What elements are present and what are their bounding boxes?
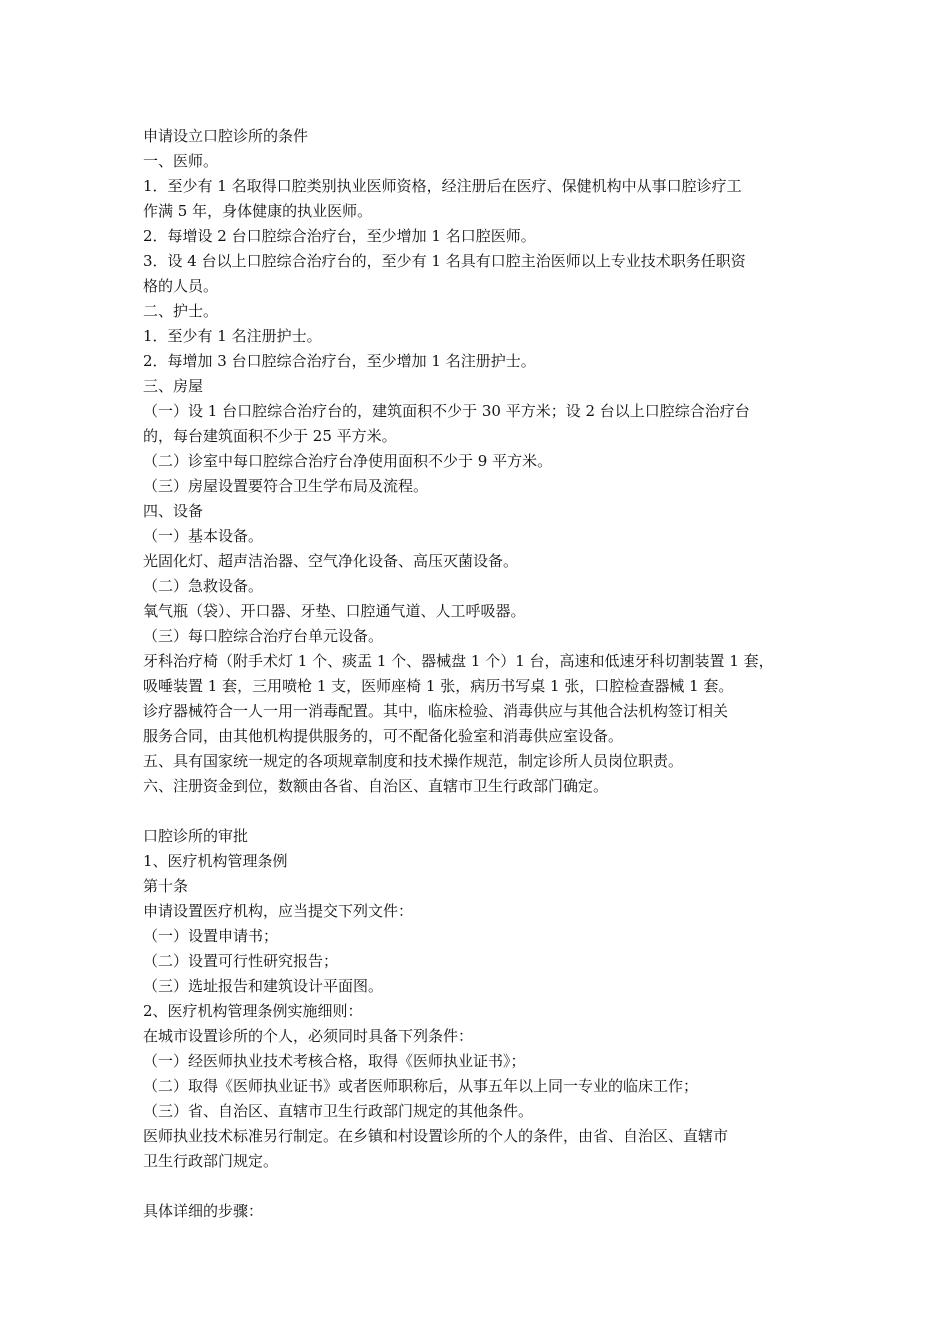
text-line: 一、医师。 [143,152,219,170]
text-line: 1．至少有 1 名注册护士。 [143,327,322,345]
text-line: 2．每增加 3 台口腔综合治疗台，至少增加 1 名注册护士。 [143,352,536,370]
text-line: 1．至少有 1 名取得口腔类别执业医师资格，经注册后在医疗、保健机构中从事口腔诊疗工 [143,177,742,195]
text-line: 三、房屋 [143,377,204,395]
blank-line [143,799,823,824]
text-line: 二、护士。 [143,302,219,320]
text-line: 五、具有国家统一规定的各项规章制度和技术操作规范，制定诊所人员岗位职责。 [143,752,684,770]
text-line: （一）设 1 台口腔综合治疗台的，建筑面积不少于 30 平方米；设 2 台以上口腔综合治疗台 [143,402,750,420]
text-line: 2．每增设 2 台口腔综合治疗台，至少增加 1 名口腔医师。 [143,227,536,245]
text-line: 氧气瓶（袋）、开口器、牙垫、口腔通气道、人工呼吸器。 [143,602,526,620]
text-line: （一）经医师执业技术考核合格，取得《医师执业证书》； [143,1052,526,1070]
text-line: 1、医疗机构管理条例 [143,852,288,870]
text-line: （二）设置可行性研究报告； [143,952,339,970]
text-line: （三）选址报告和建筑设计平面图。 [143,977,384,995]
text-line: 申请设置医疗机构，应当提交下列文件： [143,902,414,920]
text-line: 牙科治疗椅（附手术灯 1 个、痰盂 1 个、器械盘 1 个）1 台，高速和低速牙科切割装置 1 套， [143,652,774,670]
text-line: 格的人员。 [143,277,219,295]
text-line: 的，每台建筑面积不少于 25 平方米。 [143,427,397,445]
text-line: 口腔诊所的审批 [143,827,249,845]
text-line: 服务合同，由其他机构提供服务的，可不配备化验室和消毒供应室设备。 [143,727,624,745]
text-line: 吸唾装置 1 套，三用喷枪 1 支，医师座椅 1 张，病历书写桌 1 张，口腔检查器械 1 套。 [143,677,734,695]
text-line: 光固化灯、超声洁治器、空气净化设备、高压灭菌设备。 [143,552,519,570]
text-line: （三）房屋设置要符合卫生学布局及流程。 [143,477,429,495]
text-line: 卫生行政部门规定。 [143,1152,279,1170]
text-line: 诊疗器械符合一人一用一消毒配置。其中，临床检验、消毒供应与其他合法机构签订相关 [143,702,729,720]
text-line: 第十条 [143,877,189,895]
text-line: （二）诊室中每口腔综合治疗台净使用面积不少于 9 平方米。 [143,452,553,470]
text-line: （二）取得《医师执业证书》或者医师职称后，从事五年以上同一专业的临床工作； [143,1077,699,1095]
text-line: 具体详细的步骤： [143,1202,264,1220]
text-line: 医师执业技术标准另行制定。在乡镇和村设置诊所的个人的条件，由省、自治区、直辖市 [143,1127,729,1145]
text-line: （三）每口腔综合治疗台单元设备。 [143,627,384,645]
text-line: （三）省、自治区、直辖市卫生行政部门规定的其他条件。 [143,1102,534,1120]
text-line: 六、注册资金到位，数额由各省、自治区、直辖市卫生行政部门确定。 [143,777,609,795]
text-line: 3．设 4 台以上口腔综合治疗台的，至少有 1 名具有口腔主治医师以上专业技术职务任职资 [143,252,746,270]
text-line: 申请设立口腔诊所的条件 [143,127,309,145]
text-line: （二）急救设备。 [143,577,264,595]
text-line: 2、医疗机构管理条例实施细则： [143,1002,363,1020]
text-line: 作满 5 年，身体健康的执业医师。 [143,202,373,220]
blank-line [143,1174,823,1199]
text-line: 四、设备 [143,502,204,520]
document-body [143,124,823,1224]
text-line: （一）设置申请书； [143,927,279,945]
text-line: 在城市设置诊所的个人，必须同时具备下列条件： [143,1027,474,1045]
text-line: （一）基本设备。 [143,527,264,545]
